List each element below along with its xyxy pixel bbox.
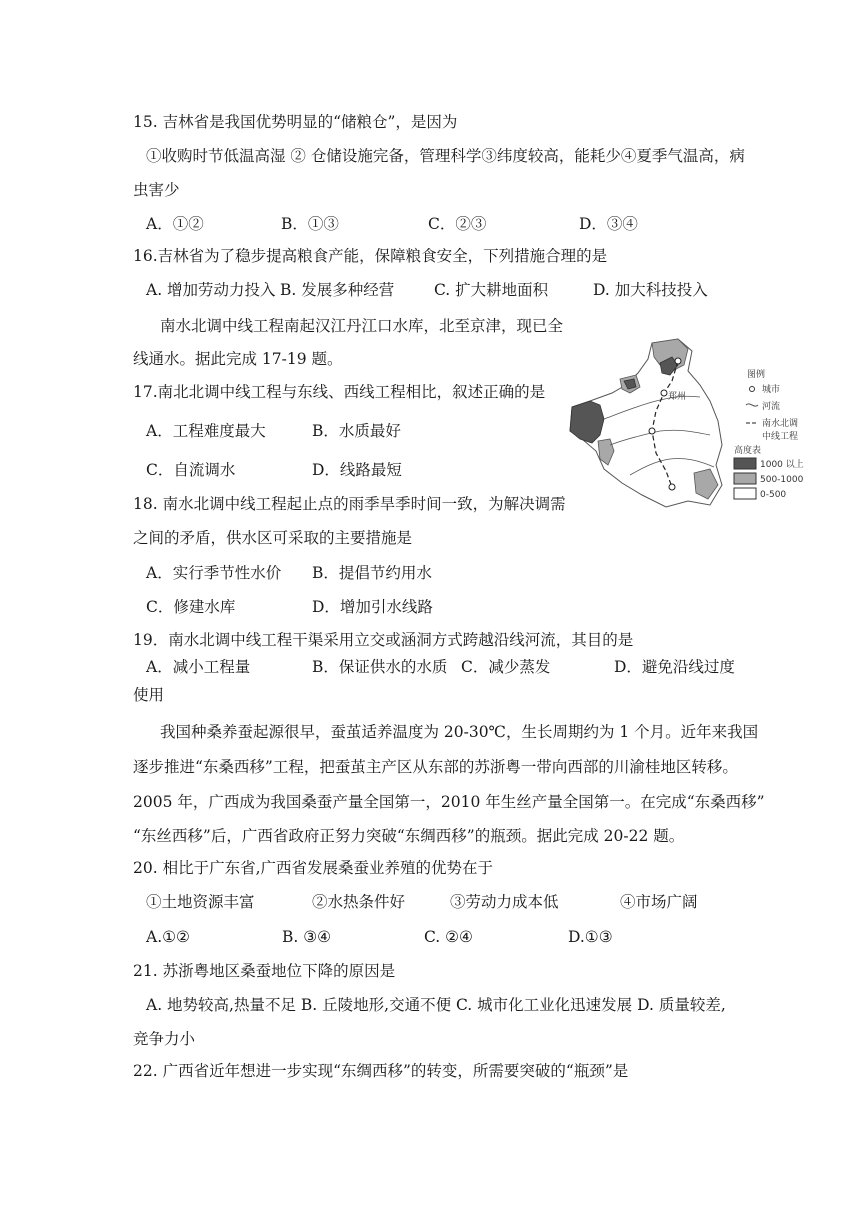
- q15-stem: 15. 吉林省是我国优势明显的“储粮仓”，是因为: [133, 113, 458, 131]
- map-city-marker: [669, 484, 675, 490]
- q17-stem: 17.南北北调中线工程与东线、西线工程相比，叙述正确的是: [133, 383, 546, 401]
- q19-option-a: A．减小工程量: [146, 658, 251, 676]
- q15-items-line2: 虫害少: [133, 181, 180, 199]
- q20-stem: 20. 相比于广东省,广西省发展桑蚕业养殖的优势在于: [133, 859, 494, 877]
- q20-item-1: ①土地资源丰富: [146, 893, 255, 911]
- q18-option-d: D．增加引水线路: [312, 598, 433, 616]
- q20-item-2: ②水热条件好: [312, 893, 406, 911]
- map-legend-river: 河流: [762, 402, 781, 412]
- q16-stem: 16.吉林省为了稳步提高粮食产能，保障粮食安全，下列措施合理的是: [133, 247, 608, 265]
- q17-option-a: A．工程难度最大: [146, 422, 266, 440]
- q21-stem: 21. 苏浙粤地区桑蚕地位下降的原因是: [133, 962, 396, 980]
- q19-option-c: C．减少蒸发: [461, 658, 551, 676]
- passage1-line2: 线通水。据此完成 17-19 题。: [133, 350, 343, 368]
- map-legend-high: 1000 以上: [760, 460, 804, 470]
- map-legend-route-2: 中线工程: [762, 432, 799, 442]
- passage2-line3: 2005 年，广西成为我国桑蚕产量全国第一，2010 年生丝产量全国第一。在完成“东桑西移”: [133, 793, 765, 811]
- map-legend-title: 图例: [747, 370, 766, 380]
- q20-option-a: A.①②: [146, 928, 190, 946]
- passage2-line4: “东丝西移”后，广西省政府正努力突破“东绸西移”的瓶颈。据此完成 20-22 题。: [133, 827, 685, 845]
- q19-option-b: B．保证供水的水质: [312, 658, 448, 676]
- q15-option-a: A．①②: [146, 215, 204, 233]
- q15-option-b: B．①③: [281, 215, 339, 233]
- map-legend-mid: 500-1000: [760, 475, 804, 485]
- map-city-marker: [661, 390, 667, 396]
- q22-stem: 22. 广西省近年想进一步实现“东绸西移”的转变，所需要突破的“瓶颈”是: [133, 1062, 629, 1080]
- q19-option-d: D．避免沿线过度: [614, 658, 735, 676]
- q17-option-d: D．线路最短: [312, 461, 402, 479]
- map-legend-city-icon: [750, 387, 755, 392]
- map-legend-mid-swatch: [734, 473, 756, 484]
- q20-option-d: D.①③: [568, 928, 613, 946]
- q18-option-a: A．实行季节性水价: [146, 564, 282, 582]
- map-city-marker: [649, 428, 655, 434]
- q15-items-line1: ①收购时节低温高湿 ② 仓储设施完备，管理科学③纬度较高，能耗少④夏季气温高，病: [146, 147, 745, 165]
- q18-option-c: C．修建水库: [146, 598, 236, 616]
- map-legend-city: 城市: [762, 385, 781, 395]
- map-legend-low-swatch: [734, 488, 756, 499]
- q21-options-line: A. 地势较高,热量不足 B. 丘陵地形,交通不便 C. 城市化工业化迅速发展 D. 质量较差,: [146, 996, 726, 1014]
- map-legend-high-swatch: [734, 458, 756, 469]
- map-elevation-title: 高度表: [734, 446, 762, 456]
- q15-option-d: D．③④: [579, 215, 638, 233]
- q16-option-d: D. 加大科技投入: [593, 281, 708, 299]
- q16-option-c: C. 扩大耕地面积: [434, 281, 549, 299]
- passage2-line1: 我国种桑养蚕起源很早，蚕茧适养温度为 20-30℃，生长周期约为 1 个月。近年来我国: [160, 723, 759, 741]
- q19-stem: 19．南水北调中线工程干渠采用立交或涵洞方式跨越沿线河流，其目的是: [133, 631, 634, 649]
- q16-option-b: B. 发展多种经营: [280, 281, 395, 299]
- q18-stem-line2: 之间的矛盾，供水区可采取的主要措施是: [133, 529, 413, 547]
- q20-option-b: B. ③④: [282, 928, 332, 946]
- map-legend-route-1: 南水北调: [762, 419, 799, 429]
- q20-item-4: ④市场广阔: [620, 893, 698, 911]
- passage2-line2: 逐步推进“东桑西移”工程，把蚕茧主产区从东部的苏浙粤一带向西部的川渝桂地区转移。: [133, 758, 738, 776]
- q21-tail: 竞争力小: [133, 1030, 196, 1048]
- q20-item-3: ③劳动力成本低: [450, 893, 559, 911]
- q16-option-a: A. 增加劳动力投入: [146, 281, 276, 299]
- q15-option-c: C．②③: [428, 215, 487, 233]
- map-legend-river-icon: [746, 404, 758, 406]
- q17-option-c: C．自流调水: [146, 461, 236, 479]
- map-city-label: 郑州: [668, 392, 687, 402]
- q19-tail: 使用: [133, 686, 165, 704]
- q18-stem-line1: 18. 南水北调中线工程起止点的雨季旱季时间一致，为解决调需: [133, 495, 566, 513]
- south-north-water-diversion-map: [560, 335, 822, 515]
- passage1-line1: 南水北调中线工程南起汉江丹江口水库，北至京津，现已全: [160, 317, 564, 335]
- q18-option-b: B．提倡节约用水: [312, 564, 432, 582]
- map-legend-low: 0-500: [760, 490, 787, 500]
- q20-option-c: C. ②④: [424, 928, 473, 946]
- q17-option-b: B．水质最好: [312, 422, 401, 440]
- map-city-marker: [675, 358, 681, 364]
